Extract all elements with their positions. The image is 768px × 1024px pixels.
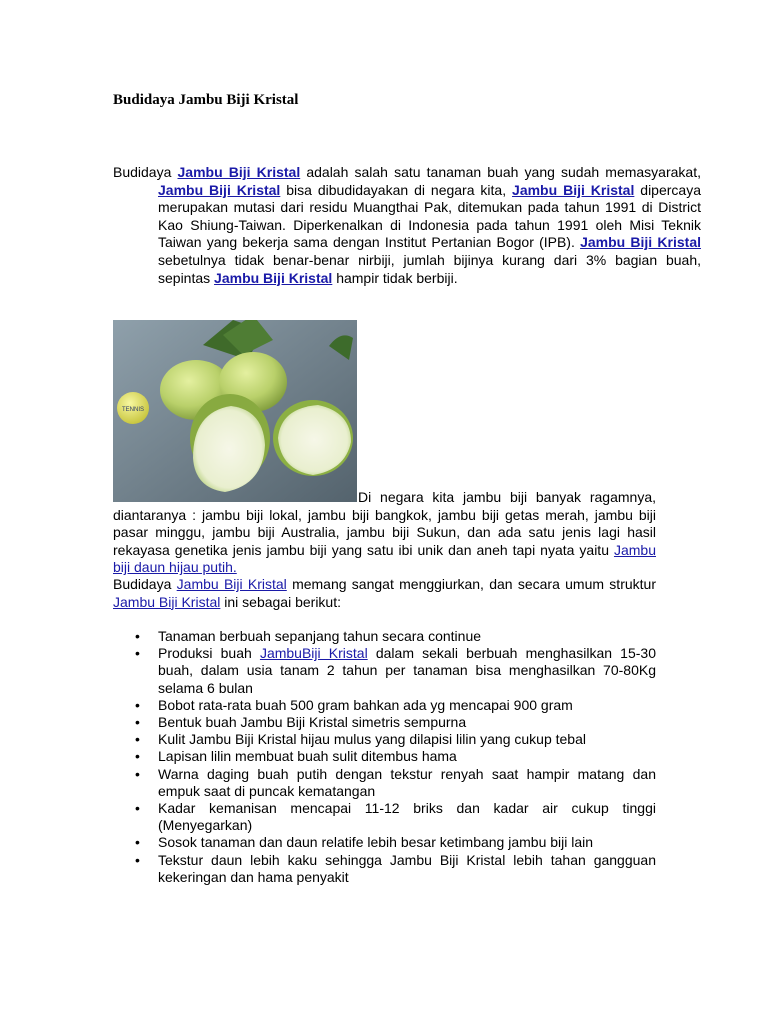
bullet-icon: • xyxy=(135,714,140,731)
list-item: • Bobot rata-rata buah 500 gram bahkan ada yg mencapai 900 gram xyxy=(135,696,573,713)
jambu-daun-hijau-putih-link[interactable]: Jambu biji daun hijau putih. xyxy=(113,541,656,576)
bullet-icon: • xyxy=(135,731,140,748)
tennis-ball-text: TENNIS xyxy=(121,407,145,413)
bullet-icon: • xyxy=(135,800,140,817)
varieties-paragraph: Di negara kita jambu biji banyak ragamnya, diantaranya : jambu biji lokal, jambu biji bangkok, jambu biji getas merah, jambu biji pasar minggu, jambu biji Australia, jambu biji Sukun, dan ada satu jenis lagi hasil rekayasa genetika jenis jambu biji yang satu ibi unik dan aneh tapi nyata yaitu Jambu biji daun hijau putih. xyxy=(113,489,656,576)
bullet-icon: • xyxy=(135,765,140,782)
characteristics-list xyxy=(113,628,656,886)
keyword-link[interactable]: Jambu Biji Kristal xyxy=(214,269,333,286)
list-item: • Kulit Jambu Biji Kristal hijau mulus yang dilapisi lilin yang cukup tebal xyxy=(135,731,586,748)
bullet-icon: • xyxy=(135,645,140,662)
image-inline-spacer xyxy=(113,501,358,502)
bullet-icon: • xyxy=(135,851,140,868)
list-item: • Kadar kemanisan mencapai 11-12 briks dan kadar air cukup tinggi (Menyegarkan) xyxy=(135,800,656,834)
guava-fruit-photo xyxy=(113,320,357,502)
keyword-link[interactable]: Jambu Biji Kristal xyxy=(512,181,635,198)
bullet-icon: • xyxy=(135,748,140,765)
bullet-icon: • xyxy=(135,834,140,851)
jambu-biji-kristal-link[interactable]: Jambu Biji Kristal xyxy=(176,576,287,592)
jambu-biji-kristal-link[interactable]: Jambu Biji Kristal xyxy=(113,593,221,610)
list-item: • Tekstur daun lebih kaku sehingga Jambu Biji Kristal lebih tahan gangguan kekeringan dan hama penyakit xyxy=(135,851,656,885)
bullet-icon: • xyxy=(135,696,140,713)
list-item: • Bentuk buah Jambu Biji Kristal simetris sempurna xyxy=(135,714,467,731)
keyword-link[interactable]: Jambu Biji Kristal xyxy=(580,234,701,251)
list-item: • Produksi buah JambuBiji Kristal dalam sekali berbuah menghasilkan 15-30 buah, dalam usia tanam 2 tahun per tanaman bisa menghasilkan 70-80Kg selama 6 bulan xyxy=(135,645,656,696)
structure-intro-paragraph: Budidaya Jambu Biji Kristal memang sangat menggiurkan, dan secara umum struktur Jambu Biji Kristal ini sebagai berikut: xyxy=(113,576,656,610)
keyword-link[interactable]: Jambu Biji Kristal xyxy=(158,181,281,198)
bullet-icon: • xyxy=(135,628,140,644)
list-item: • Tanaman berbuah sepanjang tahun secara continue xyxy=(135,628,482,644)
jambubiji-kristal-link[interactable]: JambuBiji Kristal xyxy=(259,645,368,662)
list-item: • Warna daging buah putih dengan tekstur renyah saat hampir matang dan empuk saat di puncak kematangan xyxy=(135,765,656,799)
page-title: Budidaya Jambu Biji Kristal xyxy=(113,92,299,108)
intro-paragraph: Budidaya Jambu Biji Kristal adalah salah satu tanaman buah yang sudah memasyarakat, Jambu Biji Kristal bisa dibudidayakan di negara kita, Jambu Biji Kristal dipercaya merupakan mutasi dari residu Muangthai Pak, ditemukan pada tahun 1991 di District Kao Shiung-Taiwan. Diperkenalkan di Indonesia pada tahun 1991 oleh Misi Teknik Taiwan yang bekerja sama dengan Institut Pertanian Bogor (IPB). Jambu Biji Kristal sebetulnya tidak benar-benar nirbiji, jumlah bijinya kurang dari 3% bagian buah, sepintas Jambu Biji Kristal hampir tidak berbiji. xyxy=(113,164,701,286)
list-item: • Lapisan lilin membuat buah sulit ditembus hama xyxy=(135,748,457,765)
list-item: • Sosok tanaman dan daun relatife lebih besar ketimbang jambu biji lain xyxy=(135,834,594,851)
keyword-link[interactable]: Jambu Biji Kristal xyxy=(177,164,301,180)
